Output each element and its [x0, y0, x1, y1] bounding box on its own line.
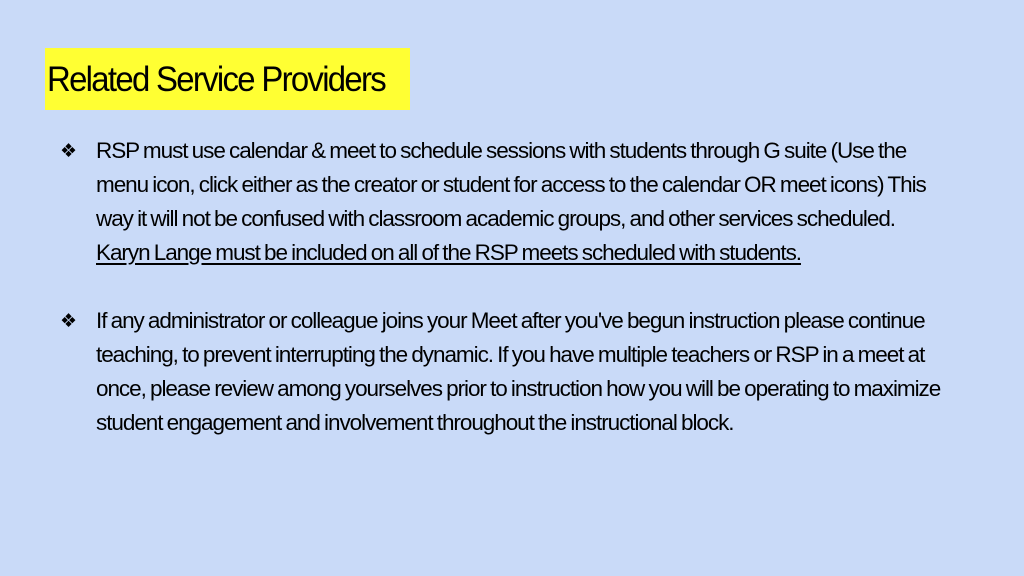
bullet-item-meet-guidance [60, 304, 950, 440]
bullet-text [96, 134, 950, 270]
title-highlight [45, 48, 410, 110]
bullet-item-rsp-scheduling [60, 134, 950, 270]
bullet-text-underlined: Karyn Lange must be included on all of the RSP meets scheduled with students. [96, 240, 801, 265]
bullet-text: If any administrator or colleague joins your Meet after you've begun instruction please continue teaching, to prevent interrupting the dynamic. If you have multiple teachers or RSP in a meet at once, please review among yourselves prior to instruction how you will be operating to maximize student engagement and involvement throughout the instructional block. [96, 308, 941, 435]
bullet-text-main: RSP must use calendar & meet to schedule sessions with students through G suite (Use the menu icon, click either as the creator or student for access to the calendar OR meet icons) This way it will not be confused with classroom academic groups, and other services scheduled. [96, 138, 926, 231]
diamond-bullet-icon: ❖ [60, 140, 78, 162]
bullet-list [60, 134, 950, 440]
slide-title: Related Service Providers [47, 59, 386, 99]
diamond-bullet-icon: ❖ [60, 310, 78, 332]
